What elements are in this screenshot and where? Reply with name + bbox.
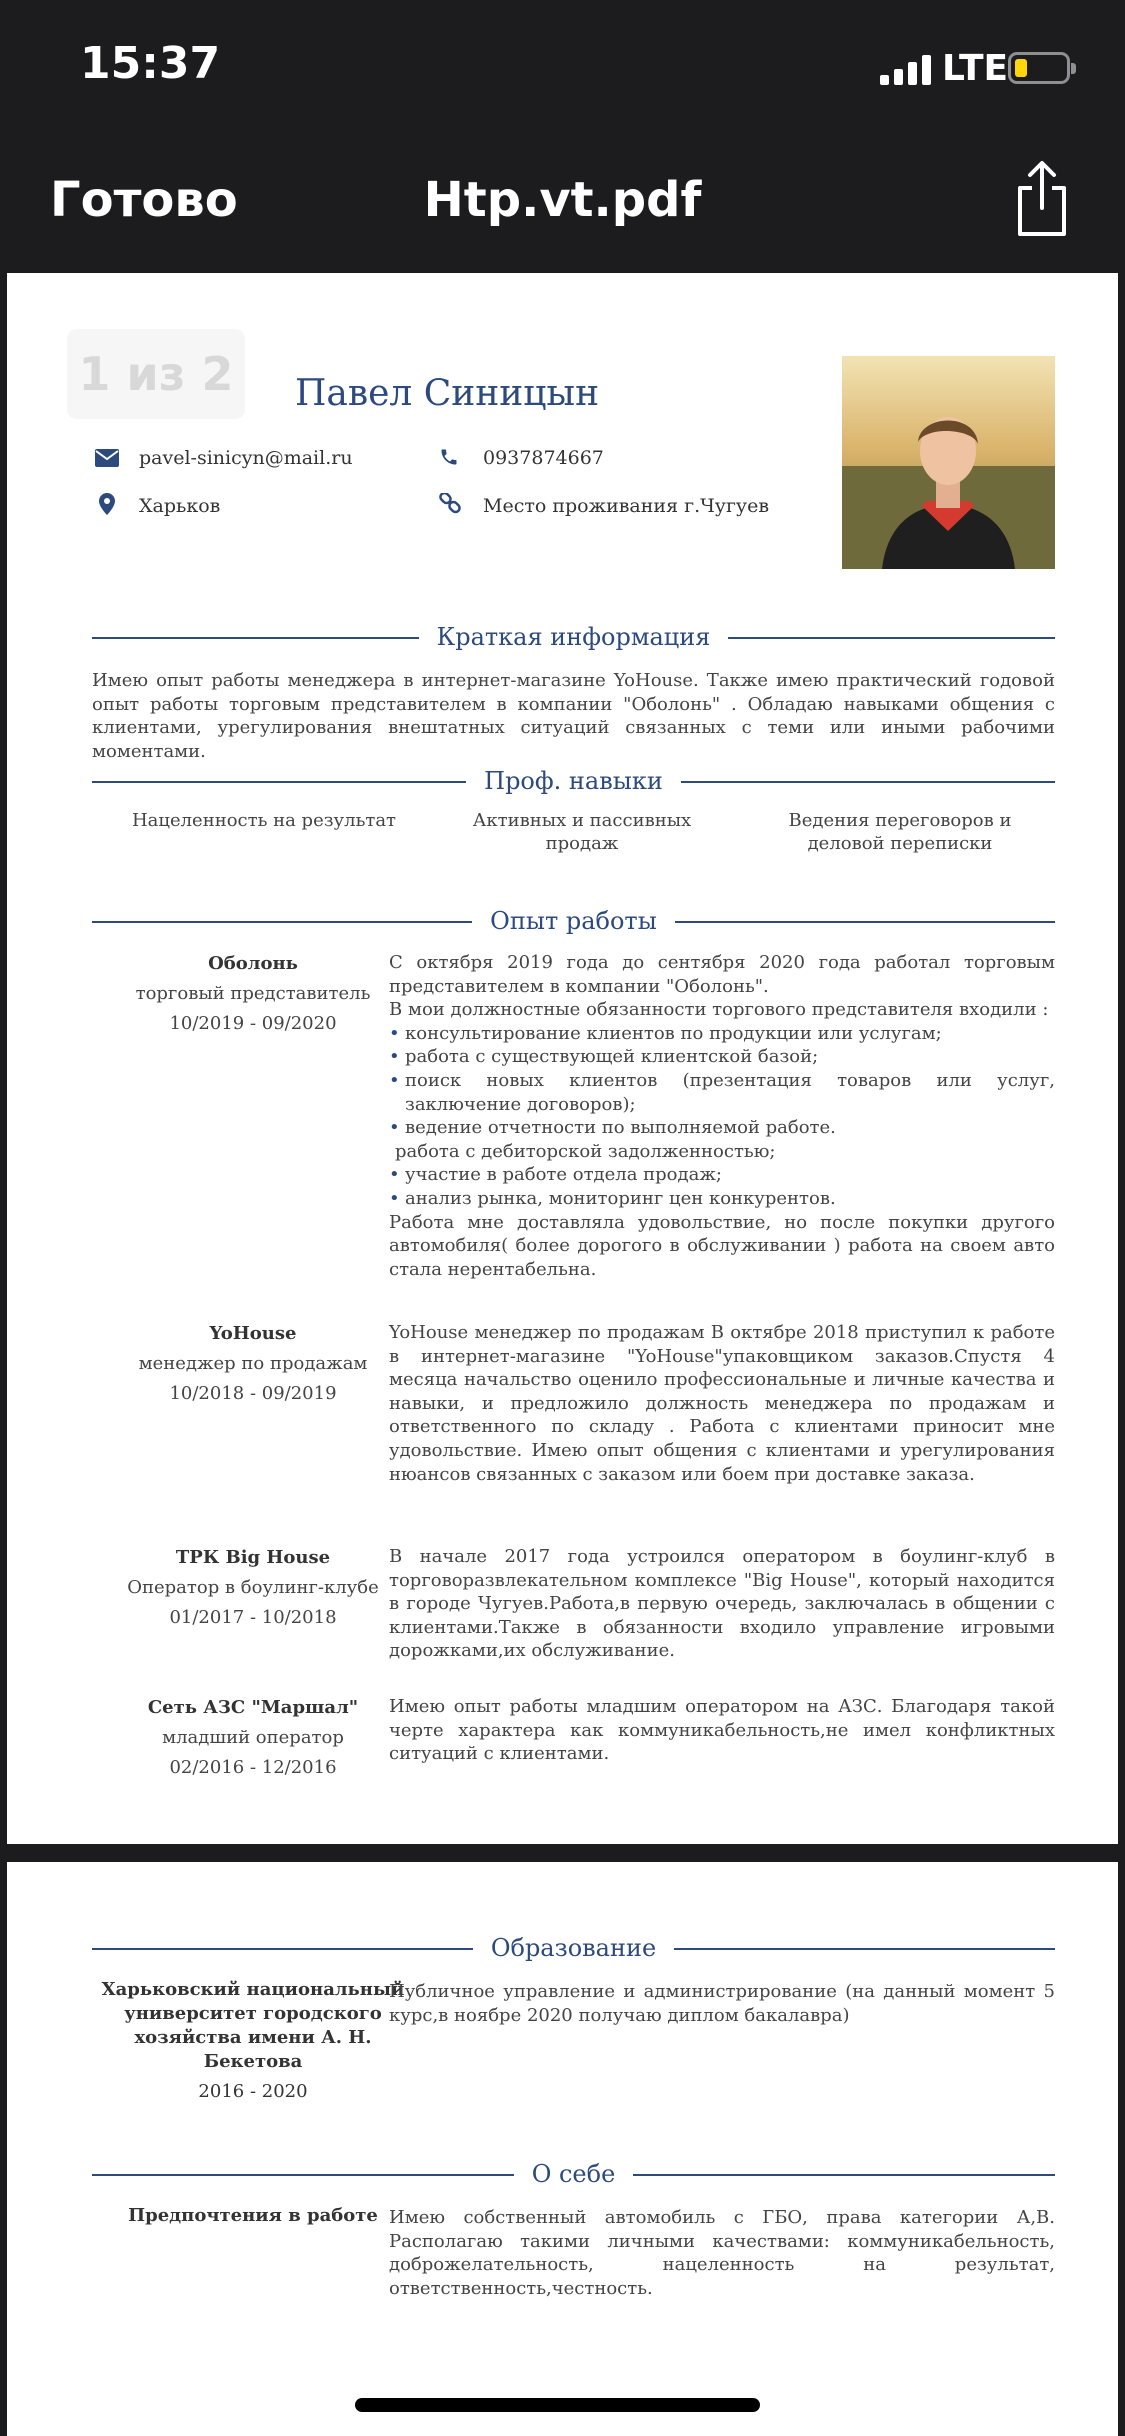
education-header bbox=[92, 1978, 414, 2104]
residence-text: Место проживания г.Чугуев bbox=[483, 495, 770, 517]
list-item: • консультирование клиентов по продукции или услугам; bbox=[405, 1022, 1055, 1046]
list-item: • ведение отчетности по выполняемой работе. bbox=[405, 1116, 1055, 1140]
pdf-page-1[interactable] bbox=[7, 273, 1118, 1844]
job-header bbox=[92, 1693, 414, 1783]
phone-text: 0937874667 bbox=[483, 447, 604, 469]
home-indicator[interactable] bbox=[355, 2398, 760, 2412]
city-text: Харьков bbox=[139, 495, 221, 517]
skill-item: Нацеленность на результат bbox=[131, 810, 397, 831]
job-position: менеджер по продажам bbox=[138, 1353, 368, 1374]
network-type: LTE bbox=[942, 48, 1009, 89]
job-company: Сеть АЗС "Маршал" bbox=[147, 1697, 359, 1718]
job-company: ТРК Big House bbox=[175, 1547, 331, 1568]
phone-icon bbox=[439, 447, 459, 467]
education-period: 2016 - 2020 bbox=[198, 2081, 308, 2102]
education-institution: Харьковский национальный университет городского хозяйства имени А. Н. Бекетова bbox=[101, 1979, 405, 2072]
job-header bbox=[92, 1543, 414, 1633]
page-indicator: 1 из 2 bbox=[67, 329, 245, 419]
status-time: 15:37 bbox=[80, 38, 221, 89]
section-skills-title: Проф. навыки bbox=[92, 761, 1055, 801]
job-company: Оболонь bbox=[208, 953, 298, 974]
location-pin-icon bbox=[99, 493, 115, 515]
list-item: • участие в работе отдела продаж; bbox=[405, 1163, 1055, 1187]
about-header bbox=[92, 2204, 414, 2228]
section-experience-title: Опыт работы bbox=[92, 901, 1055, 941]
envelope-icon bbox=[95, 449, 119, 467]
job-company: YoHouse bbox=[209, 1323, 297, 1344]
skill-item: Ведения переговоров и деловой переписки bbox=[788, 810, 1012, 854]
job-description: Имею опыт работы младшим оператором на АЗС. Благодаря такой черте характера как коммуникабельность,не имел конфликтных ситуаций с клиентами. bbox=[389, 1696, 1055, 1765]
section-education-title: Образование bbox=[92, 1928, 1055, 1968]
job-description: В начале 2017 года устроился оператором в боулинг-клуб в торговоразвлекательном комплексе "Big House", который находится в городе Чугуев.Работа,в первую очередь, заключалась в общении с клиентами.Также в обязанности входило управление игровыми дорожками,их обслуживание. bbox=[389, 1546, 1055, 1662]
status-bar bbox=[0, 0, 1125, 130]
list-item: • анализ рынка, мониторинг цен конкурентов. bbox=[405, 1187, 1055, 1211]
job-position: младший оператор bbox=[162, 1727, 344, 1748]
job-header bbox=[92, 1319, 414, 1409]
about-label: Предпочтения в работе bbox=[128, 2205, 378, 2226]
job-description: С октября 2019 года до сентября 2020 года работал торговым представителем в компании "Оболонь". В мои должностные обязанности торгового представителя входили : • консультирование клиентов по продукции или услугам; • работа с существующей клиентской базой; • поиск новых клиентов (презентация товаров или услуг, заключение договоров); • ведение отчетности по выполняемой работе. работа с дебиторской задолженностью; • участие в работе отдела продаж; • анализ рынка, мониторинг цен конкурентов. Работа мне доставляла удовольствие, но после покупки другого автомобиля( более дорогого в обслуживании ) работа на своем авто стала нерентабельна. bbox=[389, 951, 1055, 1281]
list-item: • поиск новых клиентов (презентация товаров или услуг, заключение договоров); bbox=[405, 1069, 1055, 1116]
section-about-title: О себе bbox=[92, 2154, 1055, 2194]
cellular-signal-icon bbox=[880, 55, 934, 85]
job-description: YoHouse менеджер по продажам В октябре 2018 приступил к работе в интернет-магазине "YoHouse"упаковщиком заказов.Спустя 4 месяца начальство оценило профессиональные и личные качества и навыки, и предложило должность менеджера по продажам и ответственного по складу . Работа с клиентами приносит мне удовольствие. Имею опыт общения с клиентами и урегулирования нюансов связанных с заказом или боем при доставке заказа. bbox=[389, 1322, 1055, 1485]
profile-photo bbox=[842, 356, 1055, 569]
resume-name: Павел Синицын bbox=[295, 373, 600, 414]
job-period: 10/2019 - 09/2020 bbox=[169, 1013, 337, 1034]
document-title: Htp.vt.pdf bbox=[423, 172, 702, 228]
summary-text: Имею опыт работы менеджера в интернет-магазине YoHouse. Также имею практический годовой опыт работы торговым представителем в компании "Оболонь" . Обладаю навыками общения с клиентами, урегулирования внештатных ситуаций связанных с теми или иными рабочими моментами. bbox=[92, 670, 1055, 762]
link-icon bbox=[439, 493, 461, 515]
job-position: торговый представитель bbox=[135, 983, 371, 1004]
about-text: Имею собственный автомобиль с ГБО, права категории А,В. Располагаю такими личными качествами: коммуникабельность, доброжелательность, нацеленность на результат, ответственность,честность. bbox=[389, 2207, 1055, 2299]
section-summary-title: Краткая информация bbox=[92, 617, 1055, 657]
list-item: • работа с существующей клиентской базой; bbox=[405, 1045, 1055, 1069]
share-icon[interactable] bbox=[1010, 158, 1074, 238]
job-period: 01/2017 - 10/2018 bbox=[169, 1607, 337, 1628]
job-header bbox=[92, 949, 414, 1039]
skill-item: Активных и пассивных продаж bbox=[472, 810, 692, 854]
job-position: Оператор в боулинг-клубе bbox=[127, 1577, 379, 1598]
battery-icon bbox=[1008, 52, 1070, 84]
nav-bar bbox=[0, 130, 1125, 270]
education-text: Публичное управление и администрирование (на данный момент 5 курс,в ноябре 2020 получаю диплом бакалавра) bbox=[389, 1981, 1055, 2026]
email-text: pavel-sinicyn@mail.ru bbox=[139, 447, 353, 469]
done-button[interactable]: Готово bbox=[50, 172, 238, 228]
pdf-page-2[interactable] bbox=[7, 1862, 1118, 2436]
job-period: 10/2018 - 09/2019 bbox=[169, 1383, 337, 1404]
job-period: 02/2016 - 12/2016 bbox=[169, 1757, 337, 1778]
